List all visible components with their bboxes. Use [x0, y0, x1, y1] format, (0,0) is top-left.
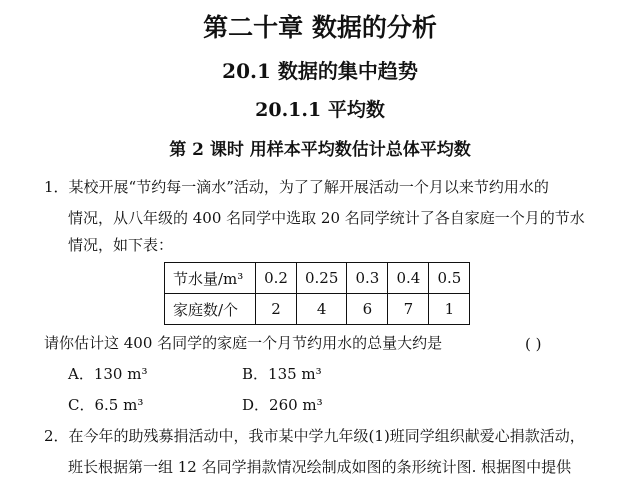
option-b: B．135 m³: [242, 365, 322, 383]
table-cell: 0.5: [429, 263, 470, 294]
table-cell: 2: [256, 294, 297, 325]
table-row: [165, 294, 470, 325]
q2-line-1: 2．在今年的助残募捐活动中，我市某中学九年级(1)班同学组织献爱心捐款活动，: [44, 427, 585, 445]
table-cell: 0.4: [388, 263, 429, 294]
answer-blank: ( ): [525, 335, 542, 353]
option-a: A．130 m³: [68, 365, 148, 383]
q1-line-1: 1．某校开展“节约每一滴水”活动，为了了解开展活动一个月以来节约用水的: [44, 178, 549, 196]
table-header-cell: 节水量/m³: [165, 263, 256, 294]
option-d: D．260 m³: [242, 396, 323, 414]
q1-question: 请你估计这 400 名同学的家庭一个月节约用水的总量大约是: [44, 334, 443, 352]
lesson-title: 第 2 课时 用样本平均数估计总体平均数: [169, 140, 471, 160]
table-cell: 7: [388, 294, 429, 325]
section-title: 20.1 数据的集中趋势: [222, 59, 418, 83]
q2-line-2: 班长根据第一组 12 名同学捐款情况绘制成如图的条形统计图. 根据图中提供: [68, 458, 572, 476]
water-saving-table: [164, 262, 470, 325]
q1-line-2: 情况，从八年级的 400 名同学中选取 20 名同学统计了各自家庭一个月的节水: [68, 209, 585, 227]
table-cell: 0.25: [297, 263, 347, 294]
table-cell: 6: [347, 294, 388, 325]
subsection-title: 20.1.1 平均数: [255, 99, 385, 121]
table-cell: 4: [297, 294, 347, 325]
table-cell: 0.3: [347, 263, 388, 294]
table-cell: 1: [429, 294, 470, 325]
chapter-title: 第二十章 数据的分析: [203, 13, 437, 42]
table-row: [165, 263, 470, 294]
table-cell: 0.2: [256, 263, 297, 294]
q1-line-3: 情况，如下表：: [68, 236, 174, 254]
option-c: C．6.5 m³: [68, 396, 144, 414]
table-header-cell: 家庭数/个: [165, 294, 256, 325]
